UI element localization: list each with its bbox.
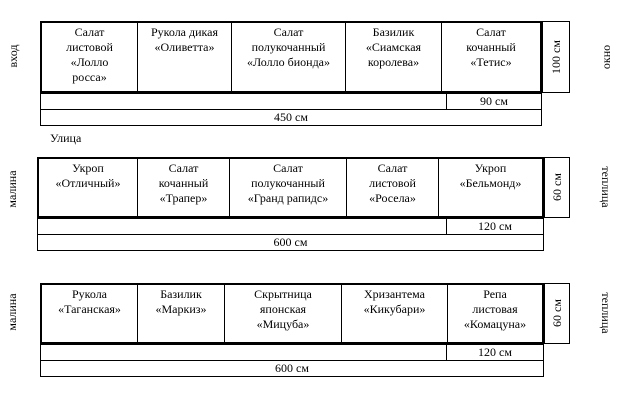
bed2-dim-row	[37, 218, 447, 235]
bed1-cell-3: Салат полукочанный «Лолло бионда»	[232, 23, 346, 91]
bed1-cell-1: Салат листовой «Лолло росса»	[42, 23, 138, 91]
garden-bed-2	[37, 157, 544, 218]
bed2-cell-2: Салат кочанный «Трапер»	[138, 159, 230, 216]
bed3-cell-1: Рукола «Таганская»	[42, 285, 138, 342]
label-raspberry-1: малина	[5, 170, 19, 208]
bed2-cell-1: Укроп «Отличный»	[39, 159, 138, 216]
bed1-cell-5: Салат кочанный «Тетис»	[466, 25, 516, 69]
bed3-cell-3: Скрытница японская «Мицуба»	[225, 285, 342, 342]
bed1-dim-row	[40, 93, 447, 110]
bed3-dim-row	[40, 344, 447, 361]
bed1-cell-length: 90 см	[446, 93, 542, 110]
label-greenhouse-2: теплица	[599, 292, 613, 334]
bed2-cell-5: Укроп «Бельмонд»	[459, 161, 522, 190]
label-greenhouse-1: теплица	[599, 166, 613, 208]
label-raspberry-2: малина	[5, 293, 19, 331]
garden-bed-3	[40, 283, 544, 344]
bed2-cell-3: Салат полукочанный «Гранд рапидс»	[230, 159, 347, 216]
bed2-width-label: 60 см	[550, 173, 564, 201]
bed2-cell-length: 120 см	[446, 218, 544, 235]
label-window: окно	[599, 44, 613, 70]
bed3-width-label: 60 см	[550, 299, 564, 327]
bed1-cell-2: Рукола дикая «Оливетта»	[138, 23, 232, 91]
garden-bed-1	[40, 21, 542, 93]
label-entrance: вход	[6, 44, 20, 68]
bed1-cell-4: Базилик «Сиамская королева»	[346, 23, 442, 91]
bed3-cell-4: Хризантема «Кикубари»	[342, 285, 448, 342]
bed1-width-label: 100 см	[549, 40, 563, 74]
label-street: Улица	[50, 131, 82, 145]
bed3-total-length: 600 см	[40, 360, 544, 377]
bed1-total-length: 450 см	[40, 109, 542, 126]
bed2-total-length: 600 см	[37, 234, 544, 251]
bed2-cell-4: Салат листовой «Росела»	[347, 159, 439, 216]
bed3-cell-2: Базилик «Маркиз»	[138, 285, 225, 342]
bed3-cell-length: 120 см	[446, 344, 544, 361]
bed3-cell-5: Репа листовая «Комацуна»	[463, 287, 527, 331]
